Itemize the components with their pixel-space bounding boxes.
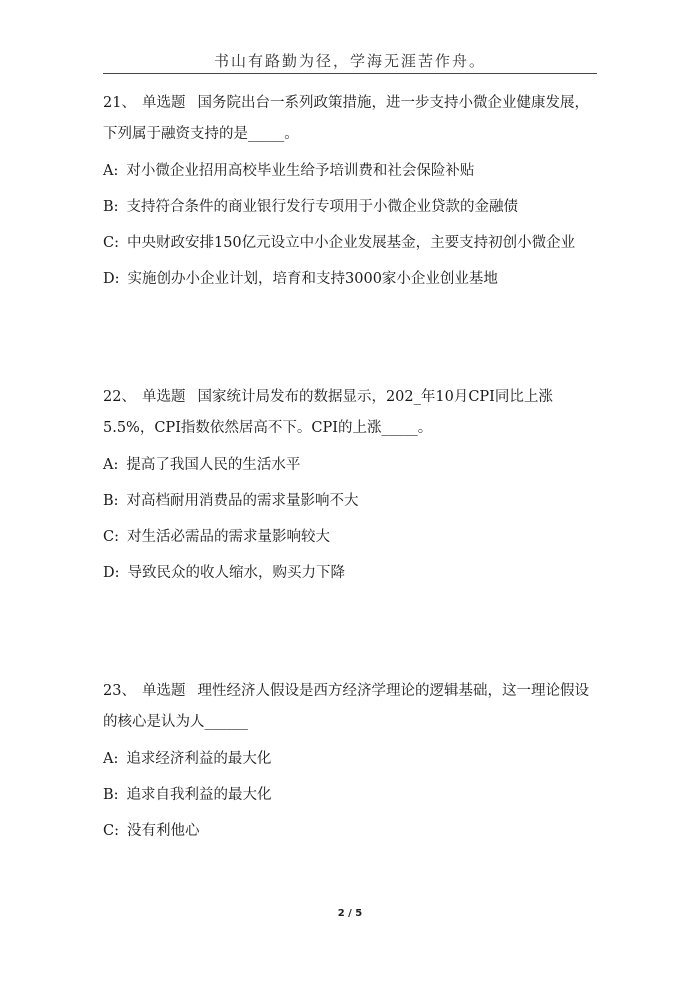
option-text: 没有利他心: [126, 823, 200, 839]
option-text: 对生活必需品的需求量影响较大: [126, 529, 330, 545]
question-22: [103, 382, 603, 589]
question-text: 国务院出台一系列政策措施，进一步支持小微企业健康发展，下列属于融资支持的是_____。: [103, 95, 589, 142]
question-type: 单选题: [141, 95, 186, 111]
option-text: 追求自我利益的最大化: [126, 787, 272, 803]
option-b: [103, 486, 603, 517]
question-spacer: [103, 300, 603, 382]
option-letter: B:: [103, 787, 119, 803]
document-body: [103, 88, 603, 852]
option-letter: C:: [103, 529, 119, 545]
option-letter: A:: [103, 751, 119, 767]
question-stem: [103, 88, 603, 150]
option-text: 对小微企业招用高校毕业生给予培训费和社会保险补贴: [126, 163, 475, 179]
option-letter: B:: [103, 199, 119, 215]
option-d: [103, 558, 603, 589]
option-a: [103, 156, 603, 187]
option-text: 实施创办小企业计划，培育和支持3000家小企业创业基地: [127, 271, 498, 287]
option-c: [103, 522, 603, 553]
option-letter: C:: [103, 823, 119, 839]
question-text: 国家统计局发布的数据显示，202_年10月CPI同比上涨5.5%，CPI指数依然居高不下。CPI的上涨_____。: [103, 389, 553, 436]
page-number: 2 / 5: [337, 908, 363, 919]
option-letter: D:: [103, 271, 120, 287]
option-a: [103, 744, 603, 775]
question-stem: [103, 676, 603, 738]
option-letter: B:: [103, 493, 119, 509]
question-spacer: [103, 594, 603, 676]
question-number: 23、: [103, 683, 136, 699]
question-number: 21、: [103, 95, 136, 111]
question-stem: [103, 382, 603, 444]
option-letter: D:: [103, 565, 120, 581]
option-c: [103, 816, 603, 847]
option-b: [103, 192, 603, 223]
option-text: 中央财政安排150亿元设立中小企业发展基金，主要支持初创小微企业: [126, 235, 576, 251]
option-text: 追求经济利益的最大化: [126, 751, 272, 767]
option-text: 支持符合条件的商业银行发行专项用于小微企业贷款的金融债: [126, 199, 519, 215]
option-b: [103, 780, 603, 811]
question-text: 理性经济人假设是西方经济学理论的逻辑基础，这一理论假设的核心是认为人______: [103, 683, 589, 730]
option-a: [103, 450, 603, 481]
option-c: [103, 228, 603, 259]
question-number: 22、: [103, 389, 136, 405]
question-type: 单选题: [141, 683, 186, 699]
question-21: [103, 88, 603, 295]
page-header-motto: 书山有路勤为径，学海无涯苦作舟。: [213, 52, 486, 70]
option-text: 提高了我国人民的生活水平: [126, 457, 301, 473]
option-text: 导致民众的收人缩水，购买力下降: [127, 565, 346, 581]
option-letter: A:: [103, 457, 119, 473]
option-d: [103, 264, 603, 295]
question-23: [103, 676, 603, 847]
option-letter: C:: [103, 235, 119, 251]
header-divider: [103, 73, 597, 74]
question-type: 单选题: [141, 389, 186, 405]
option-text: 对高档耐用消费品的需求量影响不大: [126, 493, 359, 509]
option-letter: A:: [103, 163, 119, 179]
